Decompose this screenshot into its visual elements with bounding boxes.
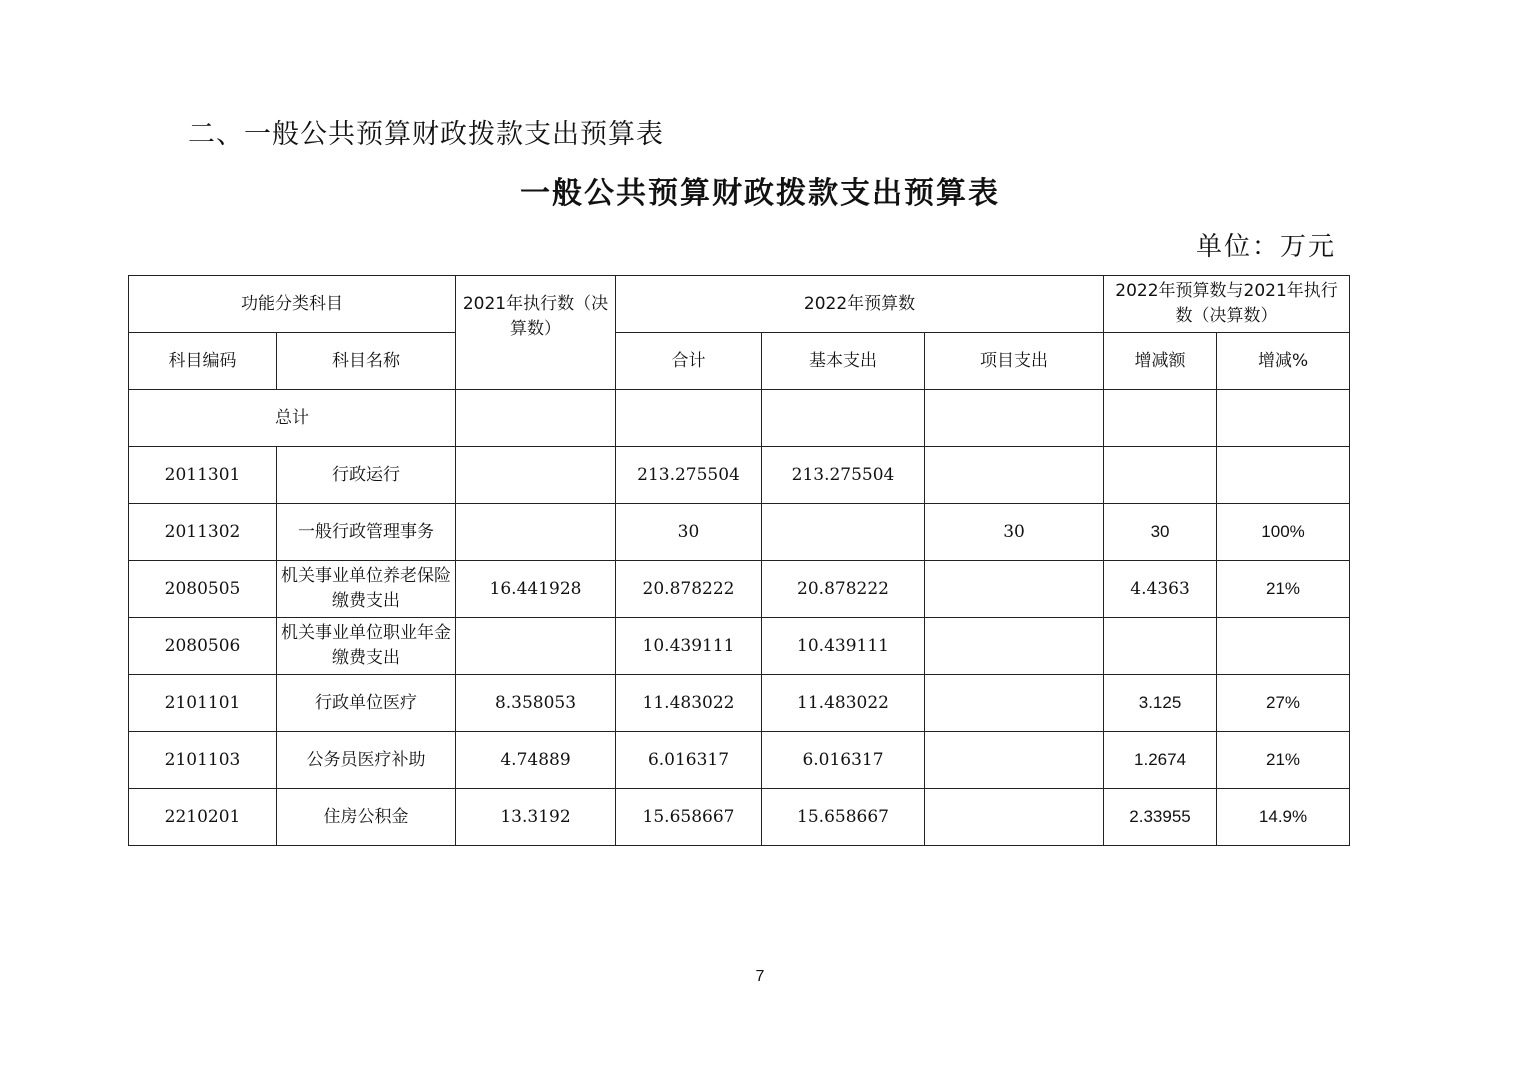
cell-project — [925, 732, 1104, 789]
cell-change-amount: 2.33955 — [1104, 789, 1217, 846]
cell-name: 一般行政管理事务 — [277, 504, 456, 561]
cell-exec-2021 — [456, 447, 616, 504]
cell-change-pct — [1217, 447, 1350, 504]
cell-project — [925, 675, 1104, 732]
cell-total: 10.439111 — [616, 618, 762, 675]
cell-exec-2021: 8.358053 — [456, 675, 616, 732]
cell-total: 30 — [616, 504, 762, 561]
total-change-amount — [1104, 390, 1217, 447]
cell-total: 20.878222 — [616, 561, 762, 618]
table-row — [129, 732, 1350, 789]
budget-table — [128, 275, 1350, 846]
cell-name: 住房公积金 — [277, 789, 456, 846]
total-basic — [762, 390, 925, 447]
cell-code: 2080506 — [129, 618, 277, 675]
header-row-1 — [129, 276, 1350, 333]
cell-basic: 11.483022 — [762, 675, 925, 732]
cell-name: 机关事业单位养老保险缴费支出 — [277, 561, 456, 618]
cell-change-pct: 21% — [1217, 732, 1350, 789]
section-heading: 二、一般公共预算财政拨款支出预算表 — [188, 119, 664, 150]
header-name: 科目名称 — [277, 333, 456, 390]
cell-change-amount — [1104, 447, 1217, 504]
cell-project — [925, 447, 1104, 504]
cell-exec-2021 — [456, 618, 616, 675]
cell-basic: 6.016317 — [762, 732, 925, 789]
table-row — [129, 675, 1350, 732]
cell-project — [925, 789, 1104, 846]
header-project: 项目支出 — [925, 333, 1104, 390]
header-total: 合计 — [616, 333, 762, 390]
total-row — [129, 390, 1350, 447]
cell-change-amount: 1.2674 — [1104, 732, 1217, 789]
cell-change-amount: 30 — [1104, 504, 1217, 561]
total-change-pct — [1217, 390, 1350, 447]
cell-code: 2101103 — [129, 732, 277, 789]
header-basic: 基本支出 — [762, 333, 925, 390]
cell-basic — [762, 504, 925, 561]
page-number: 7 — [755, 968, 765, 985]
header-code: 科目编码 — [129, 333, 277, 390]
cell-name: 公务员医疗补助 — [277, 732, 456, 789]
cell-total: 6.016317 — [616, 732, 762, 789]
cell-exec-2021: 13.3192 — [456, 789, 616, 846]
cell-change-pct: 21% — [1217, 561, 1350, 618]
total-label: 总计 — [129, 390, 456, 447]
cell-basic: 213.275504 — [762, 447, 925, 504]
cell-basic: 15.658667 — [762, 789, 925, 846]
cell-name: 行政单位医疗 — [277, 675, 456, 732]
cell-change-pct: 100% — [1217, 504, 1350, 561]
table-row — [129, 504, 1350, 561]
cell-exec-2021 — [456, 504, 616, 561]
cell-exec-2021: 4.74889 — [456, 732, 616, 789]
header-change-amount: 增减额 — [1104, 333, 1217, 390]
cell-change-amount — [1104, 618, 1217, 675]
cell-code: 2080505 — [129, 561, 277, 618]
unit-label: 单位：万元 — [1195, 232, 1336, 262]
header-budget-2022: 2022年预算数 — [616, 276, 1104, 333]
cell-change-pct: 14.9% — [1217, 789, 1350, 846]
cell-total: 11.483022 — [616, 675, 762, 732]
header-exec-2021: 2021年执行数（决算数） — [456, 276, 616, 390]
cell-basic: 20.878222 — [762, 561, 925, 618]
cell-code: 2011301 — [129, 447, 277, 504]
total-total — [616, 390, 762, 447]
header-comparison: 2022年预算数与2021年执行数（决算数） — [1104, 276, 1350, 333]
cell-change-amount: 3.125 — [1104, 675, 1217, 732]
cell-change-amount: 4.4363 — [1104, 561, 1217, 618]
cell-change-pct — [1217, 618, 1350, 675]
table-row — [129, 789, 1350, 846]
cell-project — [925, 618, 1104, 675]
cell-change-pct: 27% — [1217, 675, 1350, 732]
cell-code: 2101101 — [129, 675, 277, 732]
table-row — [129, 561, 1350, 618]
header-change-pct: 增减% — [1217, 333, 1350, 390]
total-project — [925, 390, 1104, 447]
cell-total: 213.275504 — [616, 447, 762, 504]
cell-exec-2021: 16.441928 — [456, 561, 616, 618]
table-row — [129, 447, 1350, 504]
table-row — [129, 618, 1350, 675]
cell-basic: 10.439111 — [762, 618, 925, 675]
header-functional-category: 功能分类科目 — [129, 276, 456, 333]
cell-code: 2011302 — [129, 504, 277, 561]
cell-code: 2210201 — [129, 789, 277, 846]
cell-name: 行政运行 — [277, 447, 456, 504]
page-title: 一般公共预算财政拨款支出预算表 — [520, 176, 1000, 211]
cell-name: 机关事业单位职业年金缴费支出 — [277, 618, 456, 675]
cell-total: 15.658667 — [616, 789, 762, 846]
cell-project — [925, 561, 1104, 618]
total-exec-2021 — [456, 390, 616, 447]
header-row-2 — [129, 333, 1350, 390]
cell-project: 30 — [925, 504, 1104, 561]
